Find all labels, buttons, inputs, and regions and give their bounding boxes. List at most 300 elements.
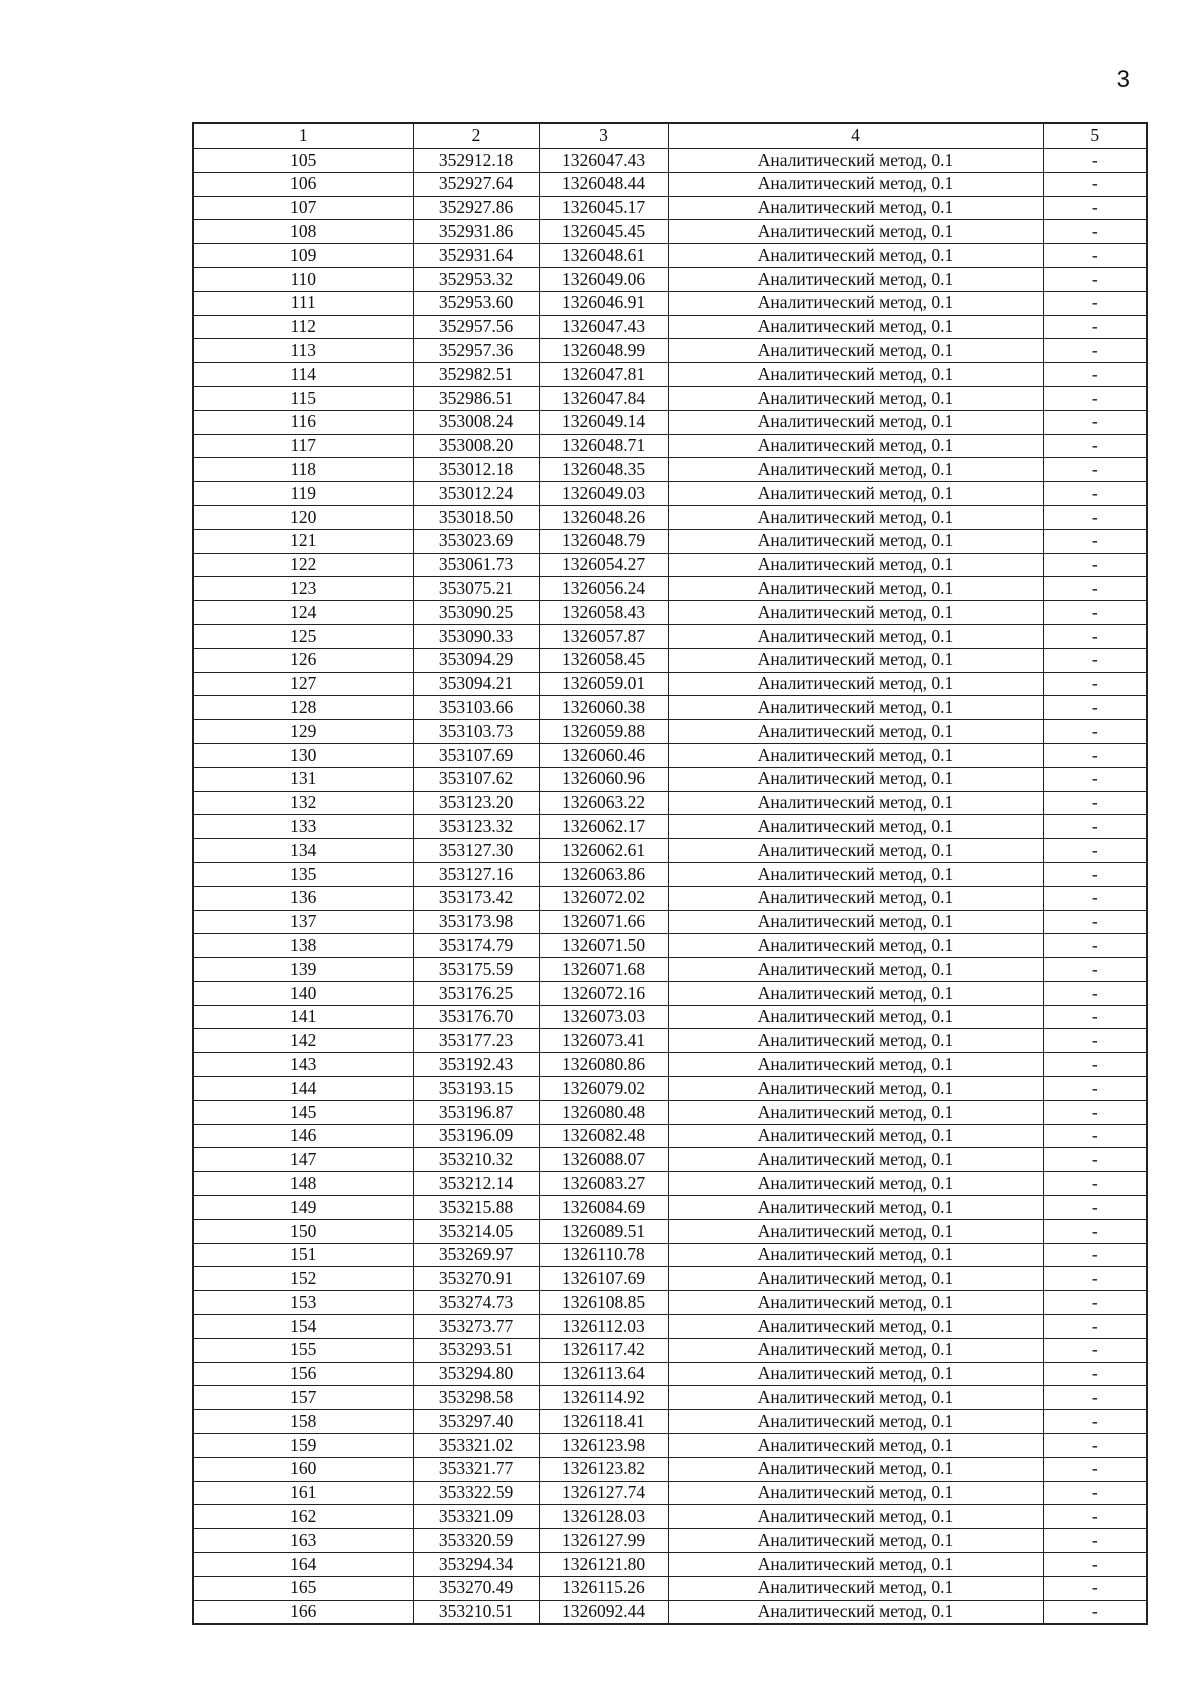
- method-cell: Аналитический метод, 0.1: [668, 815, 1043, 839]
- note-cell: -: [1043, 958, 1147, 982]
- coord-y-cell: 1326115.26: [539, 1576, 668, 1600]
- column-header-5: 5: [1043, 123, 1147, 149]
- note-cell: -: [1043, 339, 1147, 363]
- note-cell: -: [1043, 624, 1147, 648]
- table-row: [193, 1315, 1147, 1339]
- method-cell: Аналитический метод, 0.1: [668, 220, 1043, 244]
- coord-y-cell: 1326123.98: [539, 1434, 668, 1458]
- method-cell: Аналитический метод, 0.1: [668, 1243, 1043, 1267]
- coord-x-cell: 353294.80: [413, 1362, 539, 1386]
- note-cell: -: [1043, 1338, 1147, 1362]
- coord-x-cell: 352927.86: [413, 196, 539, 220]
- table-row: [193, 410, 1147, 434]
- table-row: [193, 1600, 1147, 1624]
- coord-x-cell: 353294.34: [413, 1553, 539, 1577]
- table-row: [193, 529, 1147, 553]
- method-cell: Аналитический метод, 0.1: [668, 339, 1043, 363]
- coord-y-cell: 1326048.35: [539, 458, 668, 482]
- coord-x-cell: 352953.32: [413, 267, 539, 291]
- point-number-cell: 158: [193, 1410, 413, 1434]
- coord-y-cell: 1326072.02: [539, 886, 668, 910]
- point-number-cell: 161: [193, 1481, 413, 1505]
- table-row: [193, 696, 1147, 720]
- note-cell: -: [1043, 1576, 1147, 1600]
- note-cell: -: [1043, 720, 1147, 744]
- point-number-cell: 138: [193, 934, 413, 958]
- method-cell: Аналитический метод, 0.1: [668, 910, 1043, 934]
- point-number-cell: 165: [193, 1576, 413, 1600]
- coord-x-cell: 353012.24: [413, 482, 539, 506]
- coord-y-cell: 1326046.91: [539, 291, 668, 315]
- point-number-cell: 148: [193, 1172, 413, 1196]
- method-cell: Аналитический метод, 0.1: [668, 696, 1043, 720]
- coord-x-cell: 353270.49: [413, 1576, 539, 1600]
- table-row: [193, 149, 1147, 173]
- table-row: [193, 1338, 1147, 1362]
- coord-y-cell: 1326045.45: [539, 220, 668, 244]
- table-row: [193, 1386, 1147, 1410]
- point-number-cell: 157: [193, 1386, 413, 1410]
- point-number-cell: 109: [193, 244, 413, 268]
- method-cell: Аналитический метод, 0.1: [668, 1077, 1043, 1101]
- method-cell: Аналитический метод, 0.1: [668, 244, 1043, 268]
- table-row: [193, 196, 1147, 220]
- method-cell: Аналитический метод, 0.1: [668, 981, 1043, 1005]
- method-cell: Аналитический метод, 0.1: [668, 505, 1043, 529]
- coord-y-cell: 1326054.27: [539, 553, 668, 577]
- note-cell: -: [1043, 149, 1147, 173]
- note-cell: -: [1043, 1481, 1147, 1505]
- coord-x-cell: 353273.77: [413, 1315, 539, 1339]
- point-number-cell: 130: [193, 743, 413, 767]
- method-cell: Аналитический метод, 0.1: [668, 1100, 1043, 1124]
- coord-y-cell: 1326092.44: [539, 1600, 668, 1624]
- coordinates-table: [192, 122, 1148, 1625]
- note-cell: -: [1043, 815, 1147, 839]
- table-row: [193, 1172, 1147, 1196]
- method-cell: Аналитический метод, 0.1: [668, 434, 1043, 458]
- table-row: [193, 339, 1147, 363]
- coord-y-cell: 1326089.51: [539, 1219, 668, 1243]
- coord-y-cell: 1326062.17: [539, 815, 668, 839]
- point-number-cell: 114: [193, 363, 413, 387]
- point-number-cell: 163: [193, 1529, 413, 1553]
- coord-x-cell: 353174.79: [413, 934, 539, 958]
- point-number-cell: 116: [193, 410, 413, 434]
- table-row: [193, 1124, 1147, 1148]
- note-cell: -: [1043, 1529, 1147, 1553]
- note-cell: -: [1043, 1386, 1147, 1410]
- method-cell: Аналитический метод, 0.1: [668, 196, 1043, 220]
- point-number-cell: 115: [193, 386, 413, 410]
- method-cell: Аналитический метод, 0.1: [668, 862, 1043, 886]
- coord-x-cell: 352957.56: [413, 315, 539, 339]
- coord-x-cell: 353012.18: [413, 458, 539, 482]
- method-cell: Аналитический метод, 0.1: [668, 267, 1043, 291]
- coord-y-cell: 1326059.01: [539, 672, 668, 696]
- note-cell: -: [1043, 934, 1147, 958]
- coord-y-cell: 1326073.03: [539, 1005, 668, 1029]
- table-row: [193, 743, 1147, 767]
- point-number-cell: 144: [193, 1077, 413, 1101]
- table-row: [193, 958, 1147, 982]
- coord-x-cell: 352912.18: [413, 149, 539, 173]
- coord-x-cell: 353061.73: [413, 553, 539, 577]
- coord-x-cell: 353127.30: [413, 839, 539, 863]
- point-number-cell: 111: [193, 291, 413, 315]
- note-cell: -: [1043, 482, 1147, 506]
- table-row: [193, 363, 1147, 387]
- table-row: [193, 862, 1147, 886]
- note-cell: -: [1043, 1029, 1147, 1053]
- coord-y-cell: 1326063.86: [539, 862, 668, 886]
- table-row: [193, 767, 1147, 791]
- point-number-cell: 152: [193, 1267, 413, 1291]
- point-number-cell: 136: [193, 886, 413, 910]
- coord-x-cell: 353008.20: [413, 434, 539, 458]
- note-cell: -: [1043, 505, 1147, 529]
- note-cell: -: [1043, 1434, 1147, 1458]
- method-cell: Аналитический метод, 0.1: [668, 1457, 1043, 1481]
- coord-y-cell: 1326113.64: [539, 1362, 668, 1386]
- coord-y-cell: 1326123.82: [539, 1457, 668, 1481]
- coord-x-cell: 353196.87: [413, 1100, 539, 1124]
- note-cell: -: [1043, 839, 1147, 863]
- coord-x-cell: 353094.21: [413, 672, 539, 696]
- coord-y-cell: 1326056.24: [539, 577, 668, 601]
- coord-y-cell: 1326048.71: [539, 434, 668, 458]
- point-number-cell: 129: [193, 720, 413, 744]
- method-cell: Аналитический метод, 0.1: [668, 1505, 1043, 1529]
- coord-y-cell: 1326048.26: [539, 505, 668, 529]
- coord-x-cell: 353103.66: [413, 696, 539, 720]
- coord-y-cell: 1326047.81: [539, 363, 668, 387]
- page-number: 3: [1116, 66, 1130, 93]
- table-row: [193, 315, 1147, 339]
- point-number-cell: 105: [193, 149, 413, 173]
- coord-x-cell: 353127.16: [413, 862, 539, 886]
- method-cell: Аналитический метод, 0.1: [668, 577, 1043, 601]
- coord-y-cell: 1326108.85: [539, 1291, 668, 1315]
- coord-x-cell: 352927.64: [413, 172, 539, 196]
- table-row: [193, 791, 1147, 815]
- table-row: [193, 386, 1147, 410]
- table-row: [193, 648, 1147, 672]
- table-row: [193, 624, 1147, 648]
- table-row: [193, 1029, 1147, 1053]
- coord-x-cell: 353210.51: [413, 1600, 539, 1624]
- coord-x-cell: 353212.14: [413, 1172, 539, 1196]
- coord-y-cell: 1326048.61: [539, 244, 668, 268]
- point-number-cell: 146: [193, 1124, 413, 1148]
- method-cell: Аналитический метод, 0.1: [668, 386, 1043, 410]
- note-cell: -: [1043, 1291, 1147, 1315]
- table-row: [193, 1410, 1147, 1434]
- point-number-cell: 145: [193, 1100, 413, 1124]
- table-row: [193, 267, 1147, 291]
- point-number-cell: 112: [193, 315, 413, 339]
- method-cell: Аналитический метод, 0.1: [668, 315, 1043, 339]
- coord-x-cell: 352953.60: [413, 291, 539, 315]
- method-cell: Аналитический метод, 0.1: [668, 1148, 1043, 1172]
- method-cell: Аналитический метод, 0.1: [668, 1053, 1043, 1077]
- coord-x-cell: 353103.73: [413, 720, 539, 744]
- coord-x-cell: 353173.98: [413, 910, 539, 934]
- table-row: [193, 1267, 1147, 1291]
- coord-y-cell: 1326071.68: [539, 958, 668, 982]
- table-row: [193, 577, 1147, 601]
- table-row: [193, 1529, 1147, 1553]
- note-cell: -: [1043, 601, 1147, 625]
- method-cell: Аналитический метод, 0.1: [668, 648, 1043, 672]
- coord-y-cell: 1326048.99: [539, 339, 668, 363]
- point-number-cell: 110: [193, 267, 413, 291]
- table-row: [193, 1100, 1147, 1124]
- note-cell: -: [1043, 1410, 1147, 1434]
- table-row: [193, 934, 1147, 958]
- note-cell: -: [1043, 1219, 1147, 1243]
- coord-x-cell: 352986.51: [413, 386, 539, 410]
- coord-y-cell: 1326060.96: [539, 767, 668, 791]
- note-cell: -: [1043, 981, 1147, 1005]
- table-row: [193, 910, 1147, 934]
- point-number-cell: 118: [193, 458, 413, 482]
- note-cell: -: [1043, 434, 1147, 458]
- coord-x-cell: 353107.62: [413, 767, 539, 791]
- method-cell: Аналитический метод, 0.1: [668, 458, 1043, 482]
- note-cell: -: [1043, 1077, 1147, 1101]
- coord-x-cell: 352982.51: [413, 363, 539, 387]
- coord-y-cell: 1326128.03: [539, 1505, 668, 1529]
- table-row: [193, 505, 1147, 529]
- coord-y-cell: 1326118.41: [539, 1410, 668, 1434]
- note-cell: -: [1043, 696, 1147, 720]
- coord-x-cell: 353023.69: [413, 529, 539, 553]
- method-cell: Аналитический метод, 0.1: [668, 529, 1043, 553]
- point-number-cell: 107: [193, 196, 413, 220]
- coord-y-cell: 1326127.99: [539, 1529, 668, 1553]
- method-cell: Аналитический метод, 0.1: [668, 601, 1043, 625]
- coord-y-cell: 1326057.87: [539, 624, 668, 648]
- point-number-cell: 139: [193, 958, 413, 982]
- point-number-cell: 154: [193, 1315, 413, 1339]
- column-header-1: 1: [193, 123, 413, 149]
- method-cell: Аналитический метод, 0.1: [668, 291, 1043, 315]
- coord-x-cell: 353075.21: [413, 577, 539, 601]
- coord-y-cell: 1326063.22: [539, 791, 668, 815]
- method-cell: Аналитический метод, 0.1: [668, 624, 1043, 648]
- coord-y-cell: 1326049.03: [539, 482, 668, 506]
- coord-y-cell: 1326047.43: [539, 315, 668, 339]
- coord-x-cell: 352957.36: [413, 339, 539, 363]
- note-cell: -: [1043, 315, 1147, 339]
- coord-x-cell: 353293.51: [413, 1338, 539, 1362]
- table-row: [193, 1457, 1147, 1481]
- coord-y-cell: 1326080.86: [539, 1053, 668, 1077]
- method-cell: Аналитический метод, 0.1: [668, 172, 1043, 196]
- table-body: [193, 149, 1147, 1625]
- method-cell: Аналитический метод, 0.1: [668, 1315, 1043, 1339]
- coord-x-cell: 353196.09: [413, 1124, 539, 1148]
- note-cell: -: [1043, 363, 1147, 387]
- point-number-cell: 160: [193, 1457, 413, 1481]
- note-cell: -: [1043, 1553, 1147, 1577]
- coord-y-cell: 1326107.69: [539, 1267, 668, 1291]
- point-number-cell: 122: [193, 553, 413, 577]
- coord-y-cell: 1326088.07: [539, 1148, 668, 1172]
- column-header-3: 3: [539, 123, 668, 149]
- coord-x-cell: 353321.02: [413, 1434, 539, 1458]
- note-cell: -: [1043, 862, 1147, 886]
- point-number-cell: 132: [193, 791, 413, 815]
- note-cell: -: [1043, 244, 1147, 268]
- coord-y-cell: 1326084.69: [539, 1196, 668, 1220]
- point-number-cell: 164: [193, 1553, 413, 1577]
- method-cell: Аналитический метод, 0.1: [668, 672, 1043, 696]
- note-cell: -: [1043, 1600, 1147, 1624]
- note-cell: -: [1043, 1457, 1147, 1481]
- coord-x-cell: 353175.59: [413, 958, 539, 982]
- coord-y-cell: 1326049.14: [539, 410, 668, 434]
- point-number-cell: 141: [193, 1005, 413, 1029]
- coord-x-cell: 353321.77: [413, 1457, 539, 1481]
- column-header-4: 4: [668, 123, 1043, 149]
- note-cell: -: [1043, 767, 1147, 791]
- note-cell: -: [1043, 648, 1147, 672]
- note-cell: -: [1043, 172, 1147, 196]
- method-cell: Аналитический метод, 0.1: [668, 149, 1043, 173]
- point-number-cell: 143: [193, 1053, 413, 1077]
- note-cell: -: [1043, 1362, 1147, 1386]
- method-cell: Аналитический метод, 0.1: [668, 363, 1043, 387]
- method-cell: Аналитический метод, 0.1: [668, 791, 1043, 815]
- note-cell: -: [1043, 1005, 1147, 1029]
- note-cell: -: [1043, 553, 1147, 577]
- point-number-cell: 120: [193, 505, 413, 529]
- note-cell: -: [1043, 577, 1147, 601]
- point-number-cell: 137: [193, 910, 413, 934]
- table-row: [193, 434, 1147, 458]
- coord-y-cell: 1326048.79: [539, 529, 668, 553]
- coord-x-cell: 353123.32: [413, 815, 539, 839]
- coord-x-cell: 352931.64: [413, 244, 539, 268]
- coord-x-cell: 353090.33: [413, 624, 539, 648]
- coord-y-cell: 1326058.45: [539, 648, 668, 672]
- point-number-cell: 151: [193, 1243, 413, 1267]
- table-row: [193, 1481, 1147, 1505]
- point-number-cell: 126: [193, 648, 413, 672]
- coord-y-cell: 1326079.02: [539, 1077, 668, 1101]
- table-row: [193, 458, 1147, 482]
- column-header-2: 2: [413, 123, 539, 149]
- coord-x-cell: 353008.24: [413, 410, 539, 434]
- table-row: [193, 1005, 1147, 1029]
- coord-y-cell: 1326083.27: [539, 1172, 668, 1196]
- point-number-cell: 124: [193, 601, 413, 625]
- point-number-cell: 133: [193, 815, 413, 839]
- coord-x-cell: 353214.05: [413, 1219, 539, 1243]
- coord-x-cell: 353173.42: [413, 886, 539, 910]
- point-number-cell: 131: [193, 767, 413, 791]
- coord-x-cell: 353107.69: [413, 743, 539, 767]
- note-cell: -: [1043, 291, 1147, 315]
- method-cell: Аналитический метод, 0.1: [668, 1362, 1043, 1386]
- method-cell: Аналитический метод, 0.1: [668, 1172, 1043, 1196]
- coord-x-cell: 352931.86: [413, 220, 539, 244]
- coord-y-cell: 1326072.16: [539, 981, 668, 1005]
- point-number-cell: 121: [193, 529, 413, 553]
- method-cell: Аналитический метод, 0.1: [668, 1196, 1043, 1220]
- coord-y-cell: 1326080.48: [539, 1100, 668, 1124]
- note-cell: -: [1043, 1505, 1147, 1529]
- coord-x-cell: 353192.43: [413, 1053, 539, 1077]
- coord-y-cell: 1326045.17: [539, 196, 668, 220]
- table-row: [193, 981, 1147, 1005]
- point-number-cell: 155: [193, 1338, 413, 1362]
- note-cell: -: [1043, 410, 1147, 434]
- method-cell: Аналитический метод, 0.1: [668, 1005, 1043, 1029]
- note-cell: -: [1043, 1100, 1147, 1124]
- point-number-cell: 135: [193, 862, 413, 886]
- coord-x-cell: 353274.73: [413, 1291, 539, 1315]
- table-row: [193, 815, 1147, 839]
- method-cell: Аналитический метод, 0.1: [668, 1291, 1043, 1315]
- coord-x-cell: 353018.50: [413, 505, 539, 529]
- coord-x-cell: 353177.23: [413, 1029, 539, 1053]
- method-cell: Аналитический метод, 0.1: [668, 1600, 1043, 1624]
- table-header: [193, 123, 1147, 149]
- note-cell: -: [1043, 910, 1147, 934]
- point-number-cell: 162: [193, 1505, 413, 1529]
- coord-y-cell: 1326062.61: [539, 839, 668, 863]
- note-cell: -: [1043, 458, 1147, 482]
- coord-y-cell: 1326071.66: [539, 910, 668, 934]
- note-cell: -: [1043, 672, 1147, 696]
- coord-x-cell: 353269.97: [413, 1243, 539, 1267]
- note-cell: -: [1043, 1315, 1147, 1339]
- table-row: [193, 1196, 1147, 1220]
- table-row: [193, 220, 1147, 244]
- method-cell: Аналитический метод, 0.1: [668, 720, 1043, 744]
- method-cell: Аналитический метод, 0.1: [668, 1386, 1043, 1410]
- table-row: [193, 1219, 1147, 1243]
- point-number-cell: 140: [193, 981, 413, 1005]
- note-cell: -: [1043, 791, 1147, 815]
- coord-x-cell: 353298.58: [413, 1386, 539, 1410]
- table-row: [193, 172, 1147, 196]
- coord-x-cell: 353322.59: [413, 1481, 539, 1505]
- point-number-cell: 150: [193, 1219, 413, 1243]
- table-row: [193, 1291, 1147, 1315]
- coord-x-cell: 353193.15: [413, 1077, 539, 1101]
- method-cell: Аналитический метод, 0.1: [668, 553, 1043, 577]
- table-row: [193, 1053, 1147, 1077]
- table-row: [193, 1077, 1147, 1101]
- table-row: [193, 553, 1147, 577]
- table-row: [193, 1505, 1147, 1529]
- method-cell: Аналитический метод, 0.1: [668, 482, 1043, 506]
- coord-y-cell: 1326110.78: [539, 1243, 668, 1267]
- point-number-cell: 159: [193, 1434, 413, 1458]
- method-cell: Аналитический метод, 0.1: [668, 1338, 1043, 1362]
- table-row: [193, 886, 1147, 910]
- note-cell: -: [1043, 1172, 1147, 1196]
- table-row: [193, 1243, 1147, 1267]
- point-number-cell: 113: [193, 339, 413, 363]
- coord-y-cell: 1326059.88: [539, 720, 668, 744]
- point-number-cell: 149: [193, 1196, 413, 1220]
- note-cell: -: [1043, 1196, 1147, 1220]
